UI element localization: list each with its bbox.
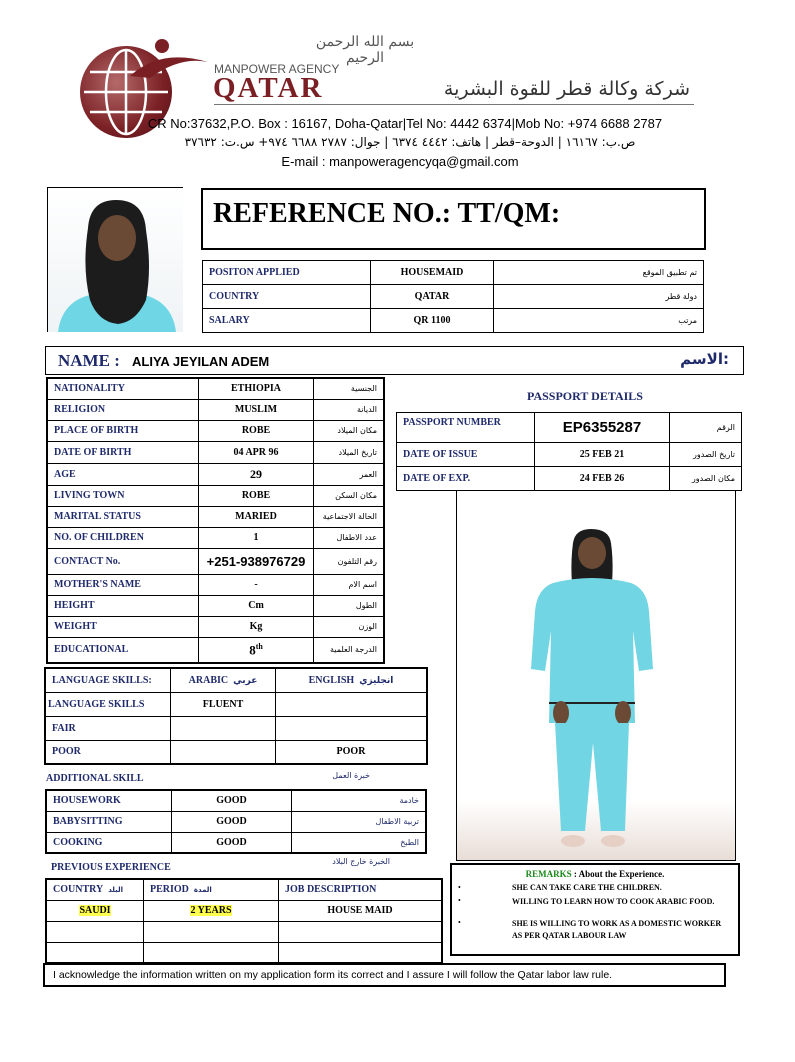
empty-cell <box>279 942 443 963</box>
country-arabic: دولة قطر <box>494 285 704 309</box>
age-label: AGE <box>47 463 199 485</box>
country-header-en: COUNTRY <box>53 884 104 896</box>
children-label: NO. OF CHILDREN <box>47 527 199 548</box>
empty-cell <box>279 921 443 942</box>
bullet-icon: • <box>458 896 461 905</box>
previous-experience-title-ar: الخبرة خارج البلاد <box>332 857 390 866</box>
table-row <box>47 441 384 463</box>
remarks-box <box>450 863 740 956</box>
age-arabic: العمر <box>314 463 385 485</box>
issue-date-value: 25 FEB 21 <box>535 443 670 467</box>
dob-label: DATE OF BIRTH <box>47 441 199 463</box>
cooking-label: COOKING <box>46 832 172 853</box>
remarks-sep: : <box>571 869 579 879</box>
arabic-level: FLUENT <box>171 692 276 716</box>
table-row <box>203 261 704 285</box>
height-label: HEIGHT <box>47 595 199 616</box>
fair-label: FAIR <box>45 716 171 740</box>
table-row <box>397 413 742 443</box>
living-town-label: LIVING TOWN <box>47 485 199 506</box>
contact-value: +251-938976729 <box>199 548 314 574</box>
contact-arabic: رقم التلفون <box>314 548 385 574</box>
nationality-arabic: الجنسية <box>314 378 385 399</box>
poor-english: POOR <box>276 740 428 764</box>
housework-label: HOUSEWORK <box>46 790 172 811</box>
babysitting-arabic: تربية الاطفال <box>292 811 427 832</box>
name-label: NAME : <box>58 351 120 370</box>
cooking-value: GOOD <box>172 832 292 853</box>
language-header-label: LANGUAGE SKILLS: <box>45 668 171 692</box>
education-value <box>199 637 314 663</box>
table-row <box>45 716 427 740</box>
table-row <box>46 942 442 963</box>
empty-cell <box>46 942 144 963</box>
table-row <box>397 467 742 491</box>
agency-name-small: MANPOWER AGENCY <box>214 62 340 76</box>
contact-label: CONTACT No. <box>47 548 199 574</box>
name-value: ALIYA JEYILAN ADEM <box>132 354 270 369</box>
age-value: 29 <box>199 463 314 485</box>
table-row <box>47 574 384 595</box>
marital-label: MARITAL STATUS <box>47 506 199 527</box>
marital-value: MARIED <box>199 506 314 527</box>
dob-arabic: تاريخ الميلاد <box>314 441 385 463</box>
arabic-header-en: ARABIC <box>188 674 229 686</box>
remark-item: WILLING TO LEARN HOW TO COOK ARABIC FOOD. <box>512 897 715 906</box>
table-row <box>47 527 384 548</box>
name-bar <box>45 346 744 375</box>
english-level <box>276 692 428 716</box>
babysitting-value: GOOD <box>172 811 292 832</box>
marital-arabic: الحالة الاجتماعية <box>314 506 385 527</box>
remarks-heading <box>452 869 738 879</box>
country-value: QATAR <box>371 285 494 309</box>
reference-label: REFERENCE NO.: TT/QM: <box>213 198 561 229</box>
position-table <box>202 260 704 333</box>
table-row <box>46 811 426 832</box>
living-town-value: ROBE <box>199 485 314 506</box>
birthplace-value: ROBE <box>199 420 314 441</box>
religion-label: RELIGION <box>47 399 199 420</box>
experience-period <box>144 900 279 921</box>
living-town-arabic: مكان السكن <box>314 485 385 506</box>
weight-arabic: الوزن <box>314 616 385 637</box>
education-arabic: الدرجة العلمية <box>314 637 385 663</box>
remark-item: SHE IS WILLING TO WORK AS A DOMESTIC WORKER AS PER QATAR LABOUR LAW <box>512 919 722 940</box>
empty-cell <box>144 921 279 942</box>
personal-table <box>46 377 385 664</box>
previous-experience-title: PREVIOUS EXPERIENCE <box>51 862 171 873</box>
education-grade: 8 <box>249 641 256 657</box>
table-row <box>47 506 384 527</box>
remark-item: SHE CAN TAKE CARE THE CHILDREN. <box>512 883 662 892</box>
arabic-header-ar: عربي <box>233 675 258 686</box>
email-line: E-mail : manpoweragencyqa@gmail.com <box>281 154 519 169</box>
table-row <box>47 485 384 506</box>
fair-english <box>276 716 428 740</box>
religion-value: MUSLIM <box>199 399 314 420</box>
table-row <box>47 637 384 663</box>
salary-arabic: مرتب <box>494 309 704 333</box>
reference-box <box>201 188 706 250</box>
nationality-label: NATIONALITY <box>47 378 199 399</box>
experience-period-text: 2 YEARS <box>190 905 232 916</box>
additional-skill-table <box>45 789 427 854</box>
religion-arabic: الديانة <box>314 399 385 420</box>
passport-number-label: PASSPORT NUMBER <box>397 413 535 443</box>
birthplace-arabic: مكان الميلاد <box>314 420 385 441</box>
table-row <box>46 879 442 900</box>
table-row <box>46 900 442 921</box>
expiry-date-label: DATE OF EXP. <box>397 467 535 491</box>
education-suffix: th <box>255 641 263 651</box>
portrait-photo <box>47 187 183 332</box>
passport-number-value: EP6355287 <box>535 413 670 443</box>
figure-swoosh-icon <box>120 38 210 98</box>
agency-name-big: QATAR <box>213 72 324 104</box>
weight-value: Kg <box>199 616 314 637</box>
table-row <box>45 692 427 716</box>
nationality-value: ETHIOPIA <box>199 378 314 399</box>
table-row <box>47 548 384 574</box>
passport-table <box>396 412 742 491</box>
period-header-ar: المدة <box>193 886 212 895</box>
housework-arabic: خادمة <box>292 790 427 811</box>
height-value: Cm <box>199 595 314 616</box>
country-label: COUNTRY <box>203 285 371 309</box>
language-table <box>44 667 428 765</box>
previous-experience-table <box>45 878 443 964</box>
arabic-column-header <box>171 668 276 692</box>
table-row <box>46 832 426 853</box>
acknowledgement-text: I acknowledge the information written on my application form its correct and I assure I will follow the Qatar labor law rule. <box>53 969 613 981</box>
passport-title: PASSPORT DETAILS <box>527 389 643 403</box>
experience-job: HOUSE MAID <box>279 900 443 921</box>
weight-label: WEIGHT <box>47 616 199 637</box>
dob-value: 04 APR 96 <box>199 441 314 463</box>
table-row <box>397 443 742 467</box>
mother-value: - <box>199 574 314 595</box>
country-column-header <box>46 879 144 900</box>
passport-number-arabic: الرقم <box>670 413 742 443</box>
expiry-date-arabic: مكان الصدور <box>670 467 742 491</box>
empty-cell <box>46 921 144 942</box>
remarks-label: REMARKS <box>525 869 572 879</box>
bismillah: بسم الله الرحمن الرحيم <box>315 34 415 66</box>
name-arabic: الاسم: <box>680 350 729 368</box>
children-value: 1 <box>199 527 314 548</box>
country-header-ar: البلد <box>108 886 124 895</box>
position-value: HOUSEMAID <box>371 261 494 285</box>
table-row <box>47 463 384 485</box>
children-arabic: عدد الاطفال <box>314 527 385 548</box>
position-label: POSITON APPLIED <box>203 261 371 285</box>
issue-date-label: DATE OF ISSUE <box>397 443 535 467</box>
table-row <box>46 921 442 942</box>
table-row <box>45 740 427 764</box>
english-header-ar: انجليزي <box>359 675 394 686</box>
table-row <box>47 595 384 616</box>
header-divider <box>214 104 694 105</box>
housework-value: GOOD <box>172 790 292 811</box>
poor-label: POOR <box>45 740 171 764</box>
bullet-icon: • <box>458 918 461 927</box>
table-row <box>47 420 384 441</box>
contact-line-en: CR No:37632,P.O. Box : 16167, Doha-Qatar|Tel No: 4442 6374|Mob No: +974 6688 2787 <box>147 116 663 131</box>
table-row <box>46 790 426 811</box>
table-row <box>47 378 384 399</box>
birthplace-label: PLACE OF BIRTH <box>47 420 199 441</box>
mother-arabic: اسم الام <box>314 574 385 595</box>
salary-label: SALARY <box>203 309 371 333</box>
period-column-header <box>144 879 279 900</box>
empty-cell <box>144 942 279 963</box>
agency-name-arabic: شركة وكالة قطر للقوة البشرية <box>443 78 690 100</box>
experience-country-text: SAUDI <box>79 905 111 916</box>
position-arabic: تم تطبيق الموقع <box>494 261 704 285</box>
table-row <box>203 309 704 333</box>
mother-label: MOTHER'S NAME <box>47 574 199 595</box>
contact-line-ar: ص.ب: ١٦١٦٧ | الدوحة–قطر | هاتف: ٤٤٤٢ ٦٣٧٤ | جوال: ٢٧٨٧ ٦٦٨٨ ٩٧٤+ س.ت: ٣٧٦٣٢ <box>184 135 636 149</box>
bullet-icon: • <box>458 883 461 892</box>
experience-country <box>46 900 144 921</box>
period-header-en: PERIOD <box>150 884 189 896</box>
additional-skill-title-ar: خبرة العمل <box>332 771 370 780</box>
babysitting-label: BABYSITTING <box>46 811 172 832</box>
english-header-en: ENGLISH <box>308 674 355 686</box>
job-column-header: JOB DESCRIPTION <box>279 879 443 900</box>
fair-arabic <box>171 716 276 740</box>
height-arabic: الطول <box>314 595 385 616</box>
english-column-header <box>276 668 428 692</box>
additional-skill-title: ADDITIONAL SKILL <box>46 773 144 784</box>
education-label: EDUCATIONAL <box>47 637 199 663</box>
full-body-photo <box>456 490 736 861</box>
expiry-date-value: 24 FEB 26 <box>535 467 670 491</box>
language-skills-label: LANGUAGE SKILLS <box>45 692 171 716</box>
cooking-arabic: الطبخ <box>292 832 427 853</box>
poor-arabic <box>171 740 276 764</box>
issue-date-arabic: تاريخ الصدور <box>670 443 742 467</box>
table-row <box>203 285 704 309</box>
acknowledgement-box <box>43 963 726 987</box>
table-row <box>45 668 427 692</box>
table-row <box>47 616 384 637</box>
table-row <box>47 399 384 420</box>
salary-value: QR 1100 <box>371 309 494 333</box>
remarks-heading-text: About the Experience. <box>578 869 665 879</box>
